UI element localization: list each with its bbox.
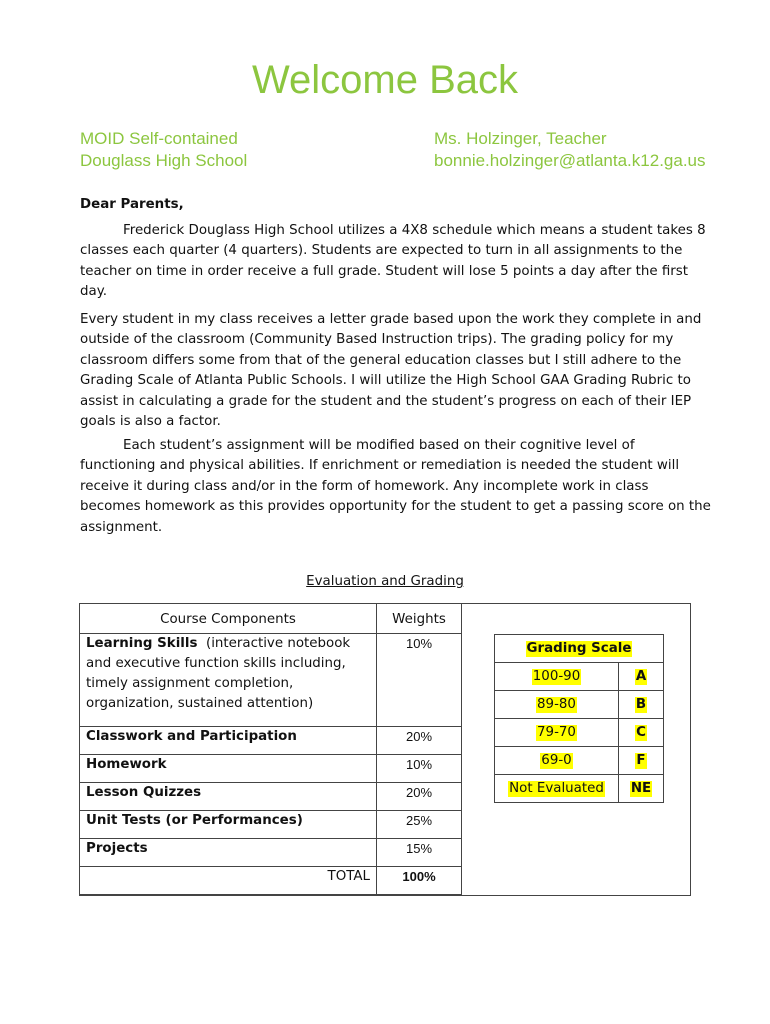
weight-cell: 20% xyxy=(377,727,462,755)
components-header: Course Components xyxy=(80,604,377,634)
table-row xyxy=(80,839,462,867)
component-name: Unit Tests (or Performances) xyxy=(80,811,377,839)
table-row xyxy=(495,663,664,691)
grade-cell xyxy=(619,691,664,719)
grading-scale-title-row xyxy=(495,635,664,663)
range-cell xyxy=(495,663,619,691)
letter-grade: NE xyxy=(630,780,652,796)
component-cell xyxy=(80,634,377,727)
salutation: Dear Parents, xyxy=(80,197,184,212)
table-row xyxy=(80,755,462,783)
component-detail: (interactive notebook and executive function skills including, timely assignment completion, organization, sustained attention) xyxy=(86,636,351,711)
component-name: Learning Skills xyxy=(86,636,198,651)
weight-cell: 25% xyxy=(377,811,462,839)
component-name: Classwork and Participation xyxy=(80,727,377,755)
weights-header: Weights xyxy=(377,604,462,634)
grade-range: Not Evaluated xyxy=(509,780,604,796)
school-name: Douglass High School xyxy=(80,151,248,170)
table-row xyxy=(495,691,664,719)
table-header-row xyxy=(80,604,462,634)
total-weight: 100% xyxy=(377,867,462,895)
teacher-name: Ms. Holzinger, Teacher xyxy=(434,129,607,148)
range-cell xyxy=(495,719,619,747)
table-row xyxy=(495,747,664,775)
teacher-info xyxy=(434,128,706,172)
grade-range: 89-80 xyxy=(537,696,576,712)
weight-cell: 10% xyxy=(377,634,462,727)
grade-range: 69-0 xyxy=(541,752,572,768)
section-title: Evaluation and Grading xyxy=(306,574,464,589)
range-cell xyxy=(495,691,619,719)
letter-grade: A xyxy=(635,668,647,684)
total-label: TOTAL xyxy=(80,867,377,895)
table-row xyxy=(80,811,462,839)
component-name: Homework xyxy=(80,755,377,783)
paragraph-grading-policy: Every student in my class receives a letter grade based upon the work they complete in and outside of the classroom (Community Based Instruction trips). The grading policy for my classroom differs some from that of the general education classes but I still adhere to the Grading Scale of Atlanta Public Schools. I will utilize the High School GAA Grading Rubric to assist in calculating a grade for the student and the student’s progress on each of their IEP goals is also a factor. xyxy=(80,312,702,430)
table-row xyxy=(495,719,664,747)
component-name: Lesson Quizzes xyxy=(80,783,377,811)
grading-scale-title: Grading Scale xyxy=(526,640,632,656)
range-cell xyxy=(495,747,619,775)
component-name: Projects xyxy=(80,839,377,867)
grade-cell xyxy=(619,747,664,775)
total-row xyxy=(80,867,462,895)
grade-cell xyxy=(619,775,664,803)
letter-grade: B xyxy=(635,696,647,712)
page-title: Welcome Back xyxy=(251,58,518,102)
weight-cell: 20% xyxy=(377,783,462,811)
table-row xyxy=(495,775,664,803)
grading-scale-table xyxy=(494,634,664,803)
grade-cell xyxy=(619,663,664,691)
letter-grade: C xyxy=(636,724,646,740)
letter-grade: F xyxy=(636,752,646,768)
range-cell xyxy=(495,775,619,803)
class-name: MOID Self-contained xyxy=(80,129,238,148)
grade-range: 100-90 xyxy=(532,668,581,684)
table-row xyxy=(80,783,462,811)
teacher-email: bonnie.holzinger@atlanta.k12.ga.us xyxy=(434,151,706,170)
table-row xyxy=(80,727,462,755)
class-info xyxy=(80,128,247,172)
paragraph-schedule: Frederick Douglass High School utilizes a 4X8 schedule which means a student takes 8 classes each quarter (4 quarters). Students are expected to turn in all assignments to the teacher on time in order receive a full grade. Student will lose 5 points a day after the first day. xyxy=(80,223,706,300)
weight-cell: 10% xyxy=(377,755,462,783)
weight-cell: 15% xyxy=(377,839,462,867)
table-row xyxy=(80,634,462,727)
grade-cell xyxy=(619,719,664,747)
paragraph-modifications: Each student’s assignment will be modified based on their cognitive level of functioning and physical abilities. If enrichment or remediation is needed the student will receive it during class and/or in the form of homework. Any incomplete work in class becomes homework as this provides opportunity for the student to get a passing score on the assignment. xyxy=(80,438,711,535)
grading-scale-title-cell xyxy=(495,635,664,663)
course-components-table xyxy=(79,603,462,895)
grade-range: 79-70 xyxy=(537,724,576,740)
